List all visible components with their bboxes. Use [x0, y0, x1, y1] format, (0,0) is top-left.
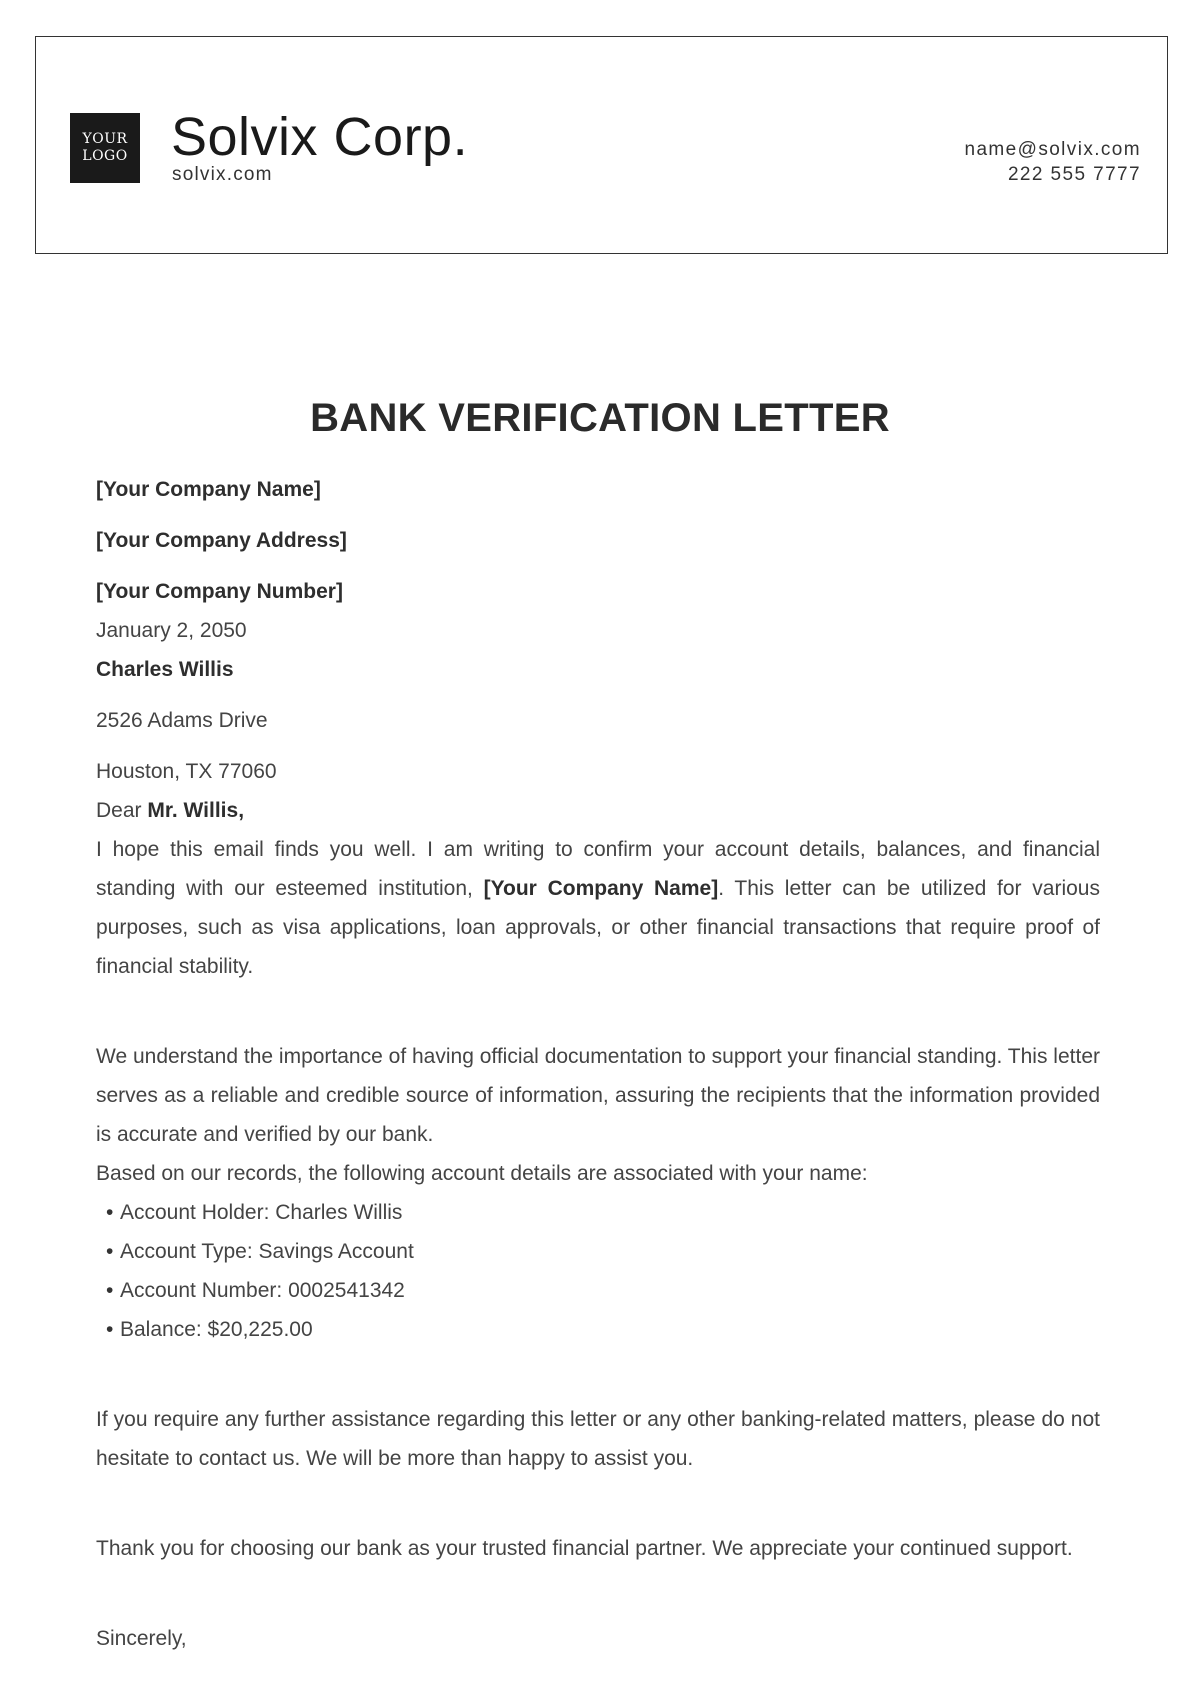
company-name: Solvix Corp. [171, 107, 469, 167]
sender-company-address: [Your Company Address] [96, 529, 347, 552]
contact-info [965, 137, 1142, 187]
paragraph-intro-company: [Your Company Name] [483, 877, 719, 900]
paragraph-thanks: Thank you for choosing our bank as your trusted financial partner. We appreciate your continued support. [96, 1537, 1073, 1560]
account-details-intro: Based on our records, the following account details are associated with your name: [96, 1162, 868, 1185]
list-item [96, 1193, 1100, 1232]
letterhead [35, 36, 1168, 254]
letter-body [96, 470, 1100, 1658]
spacer [96, 1478, 1100, 1529]
salutation-prefix: Dear [96, 799, 148, 822]
recipient-name: Charles Willis [96, 658, 234, 681]
list-item [96, 1232, 1100, 1271]
recipient-street: 2526 Adams Drive [96, 709, 268, 732]
spacer [96, 986, 1100, 1037]
account-type: Account Type: Savings Account [120, 1240, 414, 1263]
logo-placeholder [70, 113, 140, 183]
recipient-city-state-zip: Houston, TX 77060 [96, 760, 277, 783]
sender-company-number: [Your Company Number] [96, 580, 343, 603]
sender-company-name: [Your Company Name] [96, 478, 321, 501]
bullet-icon: • [106, 1240, 114, 1263]
account-details-list [96, 1193, 1100, 1349]
salutation-name: Mr. Willis, [147, 799, 245, 822]
list-item [96, 1310, 1100, 1349]
letter-date: January 2, 2050 [96, 619, 247, 642]
bullet-icon: • [106, 1279, 114, 1302]
spacer [96, 1349, 1100, 1400]
salutation [96, 791, 1100, 830]
logo-text-line2: LOGO [82, 148, 128, 164]
account-number: Account Number: 0002541342 [120, 1279, 405, 1302]
letter-title: BANK VERIFICATION LETTER [310, 396, 890, 440]
paragraph-intro [96, 830, 1100, 986]
closing: Sincerely, [96, 1627, 187, 1650]
paragraph-intro-text-1: I hope this email finds you well. I am writing to confirm your account details, balances, and financial standing with our esteemed institution, [96, 838, 1100, 900]
spacer [96, 1568, 1100, 1619]
bullet-icon: • [106, 1318, 114, 1341]
paragraph-documentation: We understand the importance of having official documentation to support your financial standing. This letter serves as a reliable and credible source of information, assuring the recipients that the information provided is accurate and verified by our bank. [96, 1045, 1100, 1146]
contact-phone: 222 555 7777 [1007, 164, 1141, 185]
list-item [96, 1271, 1100, 1310]
logo-text-line1: YOUR [82, 131, 128, 147]
contact-email: name@solvix.com [964, 139, 1141, 160]
company-website: solvix.com [172, 164, 273, 185]
account-holder: Account Holder: Charles Willis [120, 1201, 403, 1224]
bullet-icon: • [106, 1201, 114, 1224]
paragraph-assistance: If you require any further assistance regarding this letter or any other banking-related matters, please do not hesitate to contact us. We will be more than happy to assist you. [96, 1408, 1100, 1470]
account-balance: Balance: $20,225.00 [120, 1318, 313, 1341]
paragraph-intro-text-2: . This letter can be utilized for various purposes, such as visa applications, loan approvals, or other financial transactions that require proof of financial stability. [96, 877, 1100, 978]
